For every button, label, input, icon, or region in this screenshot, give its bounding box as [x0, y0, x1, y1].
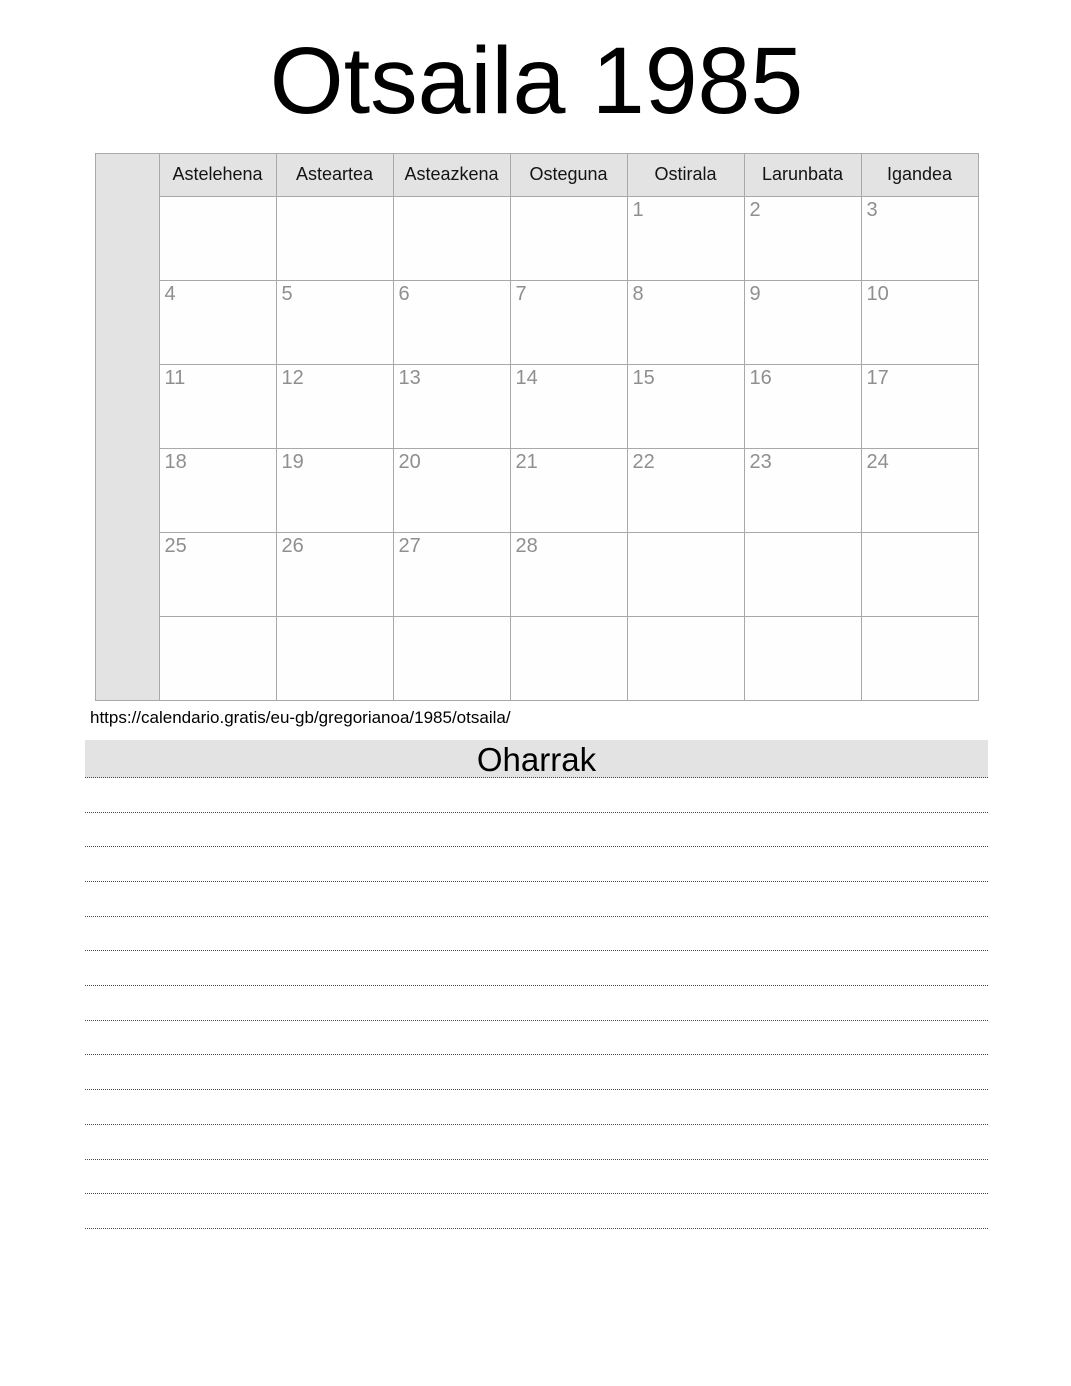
calendar-day-cell-1: 1 [627, 196, 744, 280]
calendar-day-cell-empty [159, 196, 276, 280]
calendar-day-cell-empty [744, 532, 861, 616]
calendar-day-cell-empty [744, 616, 861, 700]
notes-line [85, 1160, 988, 1195]
calendar-day-cell-24: 24 [861, 448, 978, 532]
calendar-day-cell-23: 23 [744, 448, 861, 532]
day-header-igandea: Igandea [861, 153, 978, 196]
calendar-day-cell-13: 13 [393, 364, 510, 448]
calendar-day-cell-10: 10 [861, 280, 978, 364]
notes-line [85, 951, 988, 986]
calendar-day-cell-empty [159, 616, 276, 700]
notes-lines [85, 778, 988, 1229]
calendar-day-cell-17: 17 [861, 364, 978, 448]
calendar-day-cell-27: 27 [393, 532, 510, 616]
calendar-day-cell-empty [276, 196, 393, 280]
calendar-day-cell-16: 16 [744, 364, 861, 448]
calendar [85, 153, 988, 701]
calendar-day-cell-empty [861, 532, 978, 616]
calendar-day-cell-6: 6 [393, 280, 510, 364]
notes-line [85, 778, 988, 813]
day-header-asteazkena: Asteazkena [393, 153, 510, 196]
calendar-day-cell-11: 11 [159, 364, 276, 448]
day-header-osteguna: Osteguna [510, 153, 627, 196]
calendar-day-cell-18: 18 [159, 448, 276, 532]
notes-line [85, 917, 988, 952]
day-header-asteartea: Asteartea [276, 153, 393, 196]
calendar-day-cell-5: 5 [276, 280, 393, 364]
calendar-day-cell-14: 14 [510, 364, 627, 448]
calendar-day-cell-9: 9 [744, 280, 861, 364]
calendar-day-cell-7: 7 [510, 280, 627, 364]
notes-line [85, 1021, 988, 1056]
notes-line [85, 1055, 988, 1090]
calendar-day-cell-19: 19 [276, 448, 393, 532]
calendar-day-cell-empty [393, 196, 510, 280]
calendar-week-row [95, 532, 978, 616]
calendar-day-cell-8: 8 [627, 280, 744, 364]
calendar-header-row [95, 153, 978, 196]
notes-line [85, 1125, 988, 1160]
calendar-week-row [95, 280, 978, 364]
calendar-day-cell-empty [627, 532, 744, 616]
calendar-day-cell-2: 2 [744, 196, 861, 280]
calendar-day-cell-4: 4 [159, 280, 276, 364]
notes-line [85, 1090, 988, 1125]
notes-line [85, 986, 988, 1021]
calendar-day-cell-12: 12 [276, 364, 393, 448]
calendar-left-spacer [95, 153, 159, 700]
calendar-day-cell-empty [510, 196, 627, 280]
calendar-day-cell-empty [861, 616, 978, 700]
calendar-day-cell-15: 15 [627, 364, 744, 448]
calendar-day-cell-empty [510, 616, 627, 700]
calendar-day-cell-28: 28 [510, 532, 627, 616]
calendar-day-cell-21: 21 [510, 448, 627, 532]
calendar-day-cell-26: 26 [276, 532, 393, 616]
calendar-table [95, 153, 979, 701]
calendar-day-cell-empty [276, 616, 393, 700]
notes-line [85, 882, 988, 917]
day-header-larunbata: Larunbata [744, 153, 861, 196]
page-title: Otsaila 1985 [269, 28, 804, 134]
calendar-week-row [95, 364, 978, 448]
notes-heading: Oharrak [85, 740, 988, 778]
notes-section [85, 740, 988, 1229]
calendar-week-row [95, 448, 978, 532]
day-header-astelehena: Astelehena [159, 153, 276, 196]
notes-line [85, 1194, 988, 1229]
calendar-day-cell-empty [393, 616, 510, 700]
calendar-day-cell-3: 3 [861, 196, 978, 280]
page [85, 0, 988, 1229]
calendar-day-cell-20: 20 [393, 448, 510, 532]
calendar-week-row [95, 196, 978, 280]
calendar-day-cell-25: 25 [159, 532, 276, 616]
calendar-day-cell-22: 22 [627, 448, 744, 532]
notes-line [85, 847, 988, 882]
calendar-week-row [95, 616, 978, 700]
notes-line [85, 813, 988, 848]
calendar-day-cell-empty [627, 616, 744, 700]
day-header-ostirala: Ostirala [627, 153, 744, 196]
source-url: https://calendario.gratis/eu-gb/gregorianoa/1985/otsaila/ [90, 707, 511, 727]
